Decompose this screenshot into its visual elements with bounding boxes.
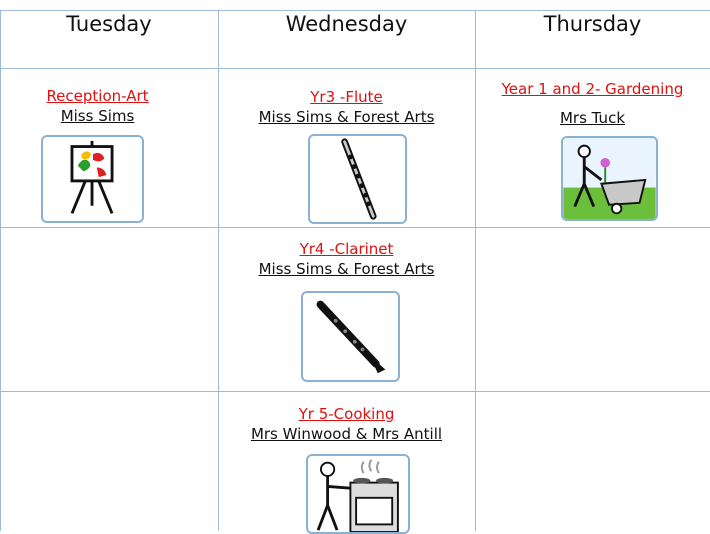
activity-cell: [218, 87, 475, 127]
row-divider: [0, 10, 710, 11]
activity-cell: [218, 404, 475, 444]
activity-cell: [475, 79, 710, 99]
activity-cell: [218, 239, 475, 279]
day-header-wednesday: Wednesday: [285, 12, 408, 36]
row-divider: [0, 391, 710, 392]
teacher-name: Miss Sims & Forest Arts: [258, 108, 435, 126]
activity-cell: [0, 86, 195, 126]
easel-painting-icon: [41, 135, 144, 223]
activity-title: Year 1 and 2- Gardening: [501, 80, 684, 98]
gardening-icon: [561, 136, 658, 221]
teacher-name: Miss Sims: [60, 107, 135, 125]
cooking-icon: [306, 454, 410, 534]
row-divider: [0, 68, 710, 69]
row-divider: [0, 227, 710, 228]
activity-title: Reception-Art: [46, 87, 149, 105]
teacher-name: Mrs Tuck: [559, 109, 626, 127]
activity-title: Yr 5-Cooking: [298, 405, 395, 423]
teacher-name: Mrs Winwood & Mrs Antill: [250, 425, 443, 443]
clarinet-icon: [301, 291, 400, 382]
day-header-thursday: Thursday: [543, 12, 642, 36]
flute-icon: [308, 134, 407, 224]
day-header-tuesday: Tuesday: [66, 12, 152, 36]
teacher-name: Miss Sims & Forest Arts: [258, 260, 435, 278]
activity-title: Yr4 -Clarinet: [299, 240, 394, 258]
activity-title: Yr3 -Flute: [310, 88, 383, 106]
activity-cell: [475, 108, 710, 128]
